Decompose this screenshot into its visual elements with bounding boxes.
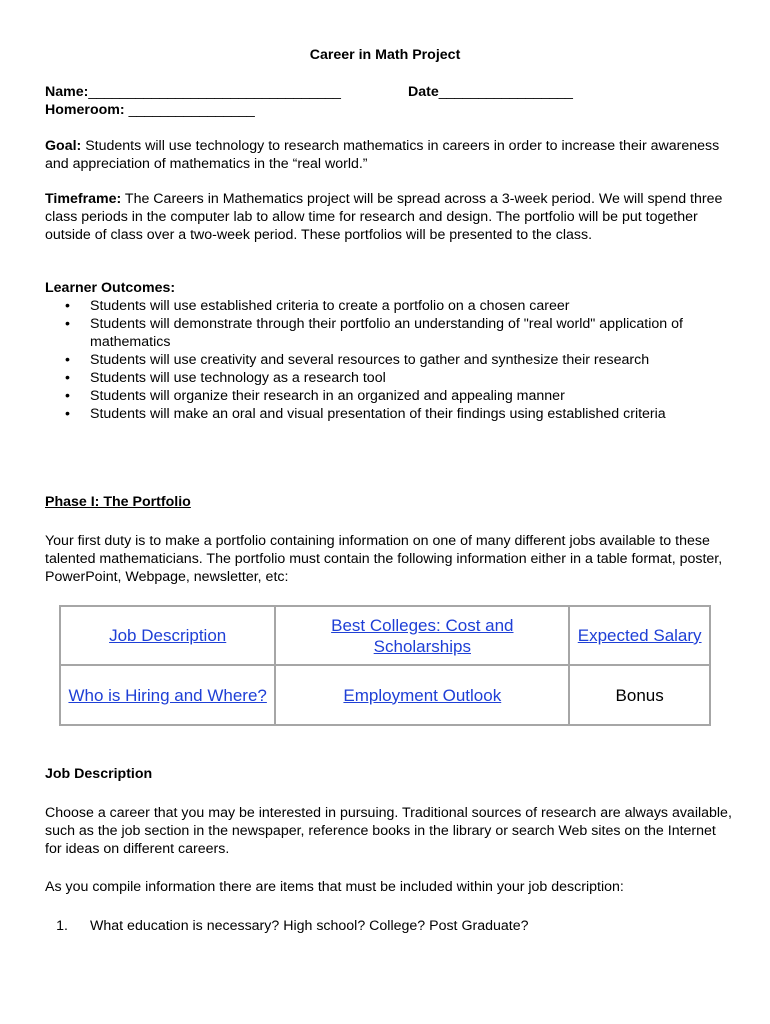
expected-salary-link[interactable]: Expected Salary: [577, 626, 702, 645]
name-label: Name:: [45, 84, 89, 100]
table-row: [60, 606, 710, 665]
job-description-para2: As you compile information there are items that must be included within your job description:: [45, 879, 624, 895]
homeroom-label: Homeroom:: [45, 102, 125, 118]
phase-intro: Your first duty is to make a portfolio containing information on one of many different jobs available to these talented mathematicians. The portfolio must contain the following information either in a table format, poster, PowerPoint, Webpage, newsletter, etc:: [45, 533, 723, 585]
timeframe-text: The Careers in Mathematics project will be spread across a 3-week period. We will spend three class periods in the computer lab to allow time for research and design. The portfolio will be put together outside of class over a two-week period. These portfolios will be presented to the class.: [45, 191, 723, 243]
date-field-line: [408, 83, 573, 101]
list-item: • Students will use technology as a research tool: [45, 369, 735, 387]
list-item: • Students will use creativity and several resources to gather and synthesize their research: [45, 351, 735, 369]
list-item: • Students will make an oral and visual presentation of their findings using established criteria: [45, 405, 735, 423]
outcomes-list: [45, 297, 735, 423]
list-item: • Students will use established criteria to create a portfolio on a chosen career: [45, 297, 735, 315]
timeframe-paragraph: [45, 190, 735, 244]
who-is-hiring-link[interactable]: Who is Hiring and Where?: [68, 685, 267, 705]
goal-label: Goal:: [45, 138, 82, 154]
employment-outlook-link[interactable]: Employment Outlook: [343, 685, 502, 705]
name-blank: ________________________________: [88, 84, 341, 100]
list-item: [45, 917, 529, 935]
table-row: [60, 665, 710, 725]
job-description-para1: Choose a career that you may be interested in pursuing. Traditional sources of research are always available, such as the job section in the newspaper, reference books in the library or search Web sites on the Internet for ideas on different careers.: [45, 805, 732, 857]
goal-paragraph: [45, 137, 735, 173]
list-item: • Students will organize their research in an organized and appealing manner: [45, 387, 735, 405]
portfolio-table: [59, 605, 711, 726]
page-title: Career in Math Project: [309, 47, 461, 63]
table-cell: [569, 665, 710, 725]
date-blank: _________________: [438, 84, 573, 100]
job-description-link[interactable]: Job Description: [109, 626, 227, 645]
list-item-text: What education is necessary? High school? College? Post Graduate?: [90, 918, 529, 934]
bonus-cell-text: Bonus: [615, 685, 664, 705]
homeroom-blank: ________________: [128, 102, 255, 118]
homeroom-field-line: [45, 101, 255, 119]
list-item: • Students will demonstrate through their portfolio an understanding of "real world" application of mathematics: [45, 315, 735, 351]
table-cell: [60, 665, 275, 725]
phase-heading: Phase I: The Portfolio: [45, 494, 191, 510]
name-field-line: [45, 83, 341, 101]
timeframe-label: Timeframe:: [45, 191, 122, 207]
table-cell: [569, 606, 710, 665]
outcomes-label: Learner Outcomes:: [45, 280, 176, 296]
list-number: 1.: [56, 918, 68, 934]
job-description-heading: Job Description: [45, 766, 153, 782]
table-cell: [275, 606, 569, 665]
goal-text: Students will use technology to research mathematics in careers in order to increase their awareness and appreciation of mathematics in the “real world.”: [45, 138, 720, 172]
best-colleges-link[interactable]: Best Colleges: Cost and Scholarships: [331, 615, 514, 656]
numbered-list: [45, 917, 529, 935]
date-label: Date: [408, 84, 439, 100]
table-cell: [60, 606, 275, 665]
table-cell: [275, 665, 569, 725]
